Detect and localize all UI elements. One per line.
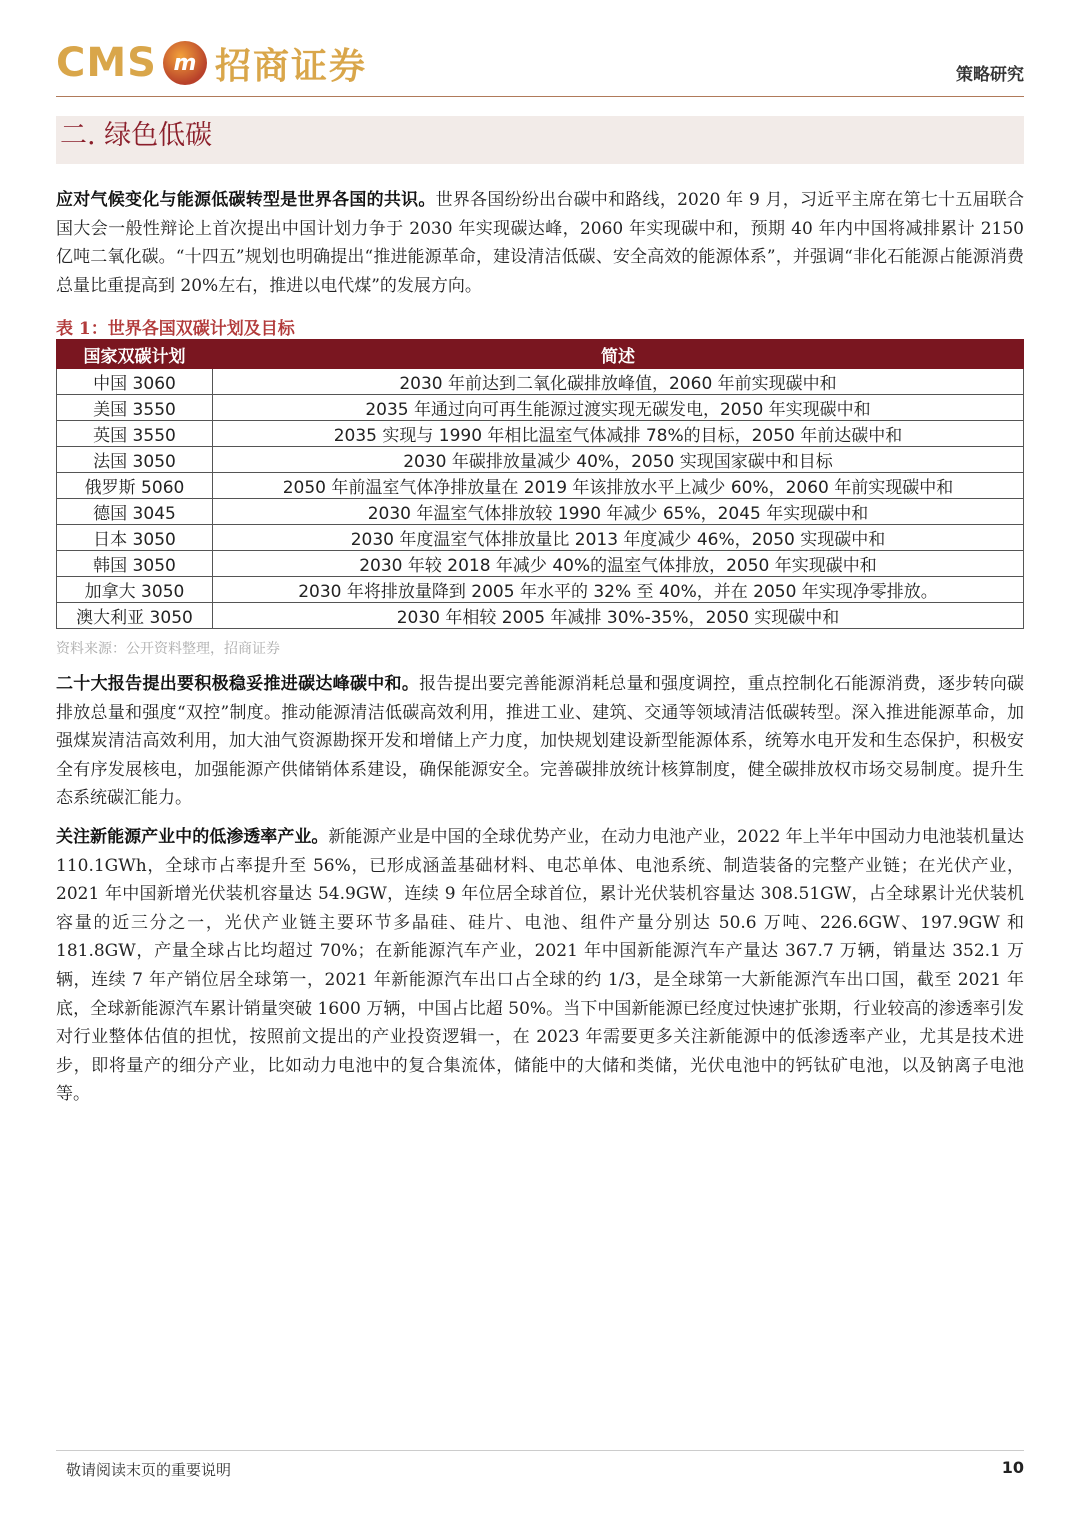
paragraph-lead: 二十大报告提出要积极稳妥推进碳达峰碳中和。 <box>56 674 420 694</box>
report-category: 策略研究 <box>956 65 1024 85</box>
footer-notice: 敬请阅读末页的重要说明 <box>66 1461 232 1479</box>
paragraph-new-energy <box>56 823 1024 1109</box>
paragraph-twentieth-congress <box>56 670 1024 813</box>
table-row <box>57 421 1024 447</box>
summary-cell: 2030 年相较 2005 年减排 30%-35%，2050 实现碳中和 <box>213 603 1024 629</box>
page-number: 10 <box>1001 1458 1024 1477</box>
summary-cell: 2035 年通过向可再生能源过渡实现无碳发电，2050 年实现碳中和 <box>213 395 1024 421</box>
table-row <box>57 525 1024 551</box>
country-plan-cell: 日本 3050 <box>57 525 213 551</box>
country-plan-cell: 澳大利亚 3050 <box>57 603 213 629</box>
section-title: 二. 绿色低碳 <box>56 116 1024 164</box>
summary-cell: 2030 年温室气体排放较 1990 年减少 65%，2045 年实现碳中和 <box>213 499 1024 525</box>
cms-logo <box>56 38 367 88</box>
table-row <box>57 395 1024 421</box>
country-plan-cell: 俄罗斯 5060 <box>57 473 213 499</box>
summary-cell: 2030 年碳排放量减少 40%，2050 实现国家碳中和目标 <box>213 447 1024 473</box>
table-row <box>57 447 1024 473</box>
logo-badge-icon: m <box>163 41 207 85</box>
summary-cell: 2030 年度温室气体排放量比 2013 年度减少 46%，2050 实现碳中和 <box>213 525 1024 551</box>
logo-latin: CMS <box>56 40 157 86</box>
country-plan-cell: 中国 3060 <box>57 369 213 395</box>
table-row <box>57 577 1024 603</box>
column-header-plan: 国家双碳计划 <box>57 340 213 369</box>
table-row <box>57 369 1024 395</box>
country-plan-cell: 加拿大 3050 <box>57 577 213 603</box>
paragraph-climate <box>56 186 1024 300</box>
table-row <box>57 603 1024 629</box>
logo-chinese: 招商证券 <box>214 44 367 87</box>
table-caption: 表 1：世界各国双碳计划及目标 <box>56 319 295 339</box>
country-plan-cell: 法国 3050 <box>57 447 213 473</box>
summary-cell: 2030 年较 2018 年减少 40%的温室气体排放，2050 年实现碳中和 <box>213 551 1024 577</box>
table-row <box>57 551 1024 577</box>
paragraph-body: 世界各国纷纷出台碳中和路线，2020 年 9 月，习近平主席在第七十五届联合国大会一般性辩论上首次提出中国计划力争于 2030 年实现碳达峰，2060 年实现碳中和，预期 40 年内中国将减排累计 2150 亿吨二氧化碳。“十四五”规划也明确提出“推进能源革命，建设清洁低碳、安全高效的能源体系”，并强调“非化石能源占能源消费总量比重提高到 20%左右，推进以电代煤”的发展方向。 <box>56 190 1025 296</box>
table-row <box>57 473 1024 499</box>
carbon-plans-table <box>56 339 1024 629</box>
country-plan-cell: 美国 3550 <box>57 395 213 421</box>
page-footer <box>56 1450 1024 1479</box>
country-plan-cell: 英国 3550 <box>57 421 213 447</box>
summary-cell: 2030 年前达到二氧化碳排放峰值，2060 年前实现碳中和 <box>213 369 1024 395</box>
paragraph-lead: 关注新能源产业中的低渗透率产业。 <box>56 827 329 847</box>
page-header <box>56 38 1024 97</box>
table-row <box>57 499 1024 525</box>
summary-cell: 2030 年将排放量降到 2005 年水平的 32% 至 40%，并在 2050 年实现净零排放。 <box>213 577 1024 603</box>
table-source: 资料来源：公开资料整理，招商证券 <box>56 641 280 657</box>
paragraph-body: 报告提出要完善能源消耗总量和强度调控，重点控制化石能源消费，逐步转向碳排放总量和强度“双控”制度。推动能源清洁低碳高效利用，推进工业、建筑、交通等领域清洁低碳转型。深入推进能源革命，加强煤炭清洁高效利用，加大油气资源勘探开发和增储上产力度，加快规划建设新型能源体系，统筹水电开发和生态保护，积极安全有序发展核电，加强能源产供储销体系建设，确保能源安全。完善碳排放统计核算制度，健全碳排放权市场交易制度。提升生态系统碳汇能力。 <box>56 674 1024 809</box>
country-plan-cell: 韩国 3050 <box>57 551 213 577</box>
paragraph-body: 新能源产业是中国的全球优势产业，在动力电池产业，2022 年上半年中国动力电池装机量达 110.1GWh，全球市占率提升至 56%，已形成涵盖基础材料、电芯单体、电池系统、制造装备的完整产业链；在光伏产业，2021 年中国新增光伏装机容量达 54.9GW，连续 9 年位居全球首位，累计光伏装机容量达 308.51GW，占全球累计光伏装机容量的近三分之一，光伏产业链主要环节多晶硅、硅片、电池、组件产量分别达 50.6 万吨、226.6GW、197.9GW 和 181.8GW，产量全球占比均超过 70%；在新能源汽车产业，2021 年中国新能源汽车产量达 367.7 万辆，销量达 352.1 万辆，连续 7 年产销位居全球第一，2021 年新能源汽车出口占全球的约 1/3，是全球第一大新能源汽车出口国，截至 2021 年底，全球新能源汽车累计销量突破 1600 万辆，中国占比超 50%。当下中国新能源已经度过快速扩张期，行业较高的渗透率引发对行业整体估值的担忧，按照前文提出的产业投资逻辑一，在 2023 年需要更多关注新能源中的低渗透率产业，尤其是技术进步，即将量产的细分产业，比如动力电池中的复合集流体，储能中的大储和类储，光伏电池中的钙钛矿电池，以及钠离子电池等。 <box>56 827 1025 1105</box>
table-header-row <box>57 340 1024 369</box>
summary-cell: 2035 实现与 1990 年相比温室气体减排 78%的目标，2050 年前达碳中和 <box>213 421 1024 447</box>
paragraph-lead: 应对气候变化与能源低碳转型是世界各国的共识。 <box>56 190 436 210</box>
column-header-summary: 简述 <box>213 340 1024 369</box>
country-plan-cell: 德国 3045 <box>57 499 213 525</box>
summary-cell: 2050 年前温室气体净排放量在 2019 年该排放水平上减少 60%，2060 年前实现碳中和 <box>213 473 1024 499</box>
